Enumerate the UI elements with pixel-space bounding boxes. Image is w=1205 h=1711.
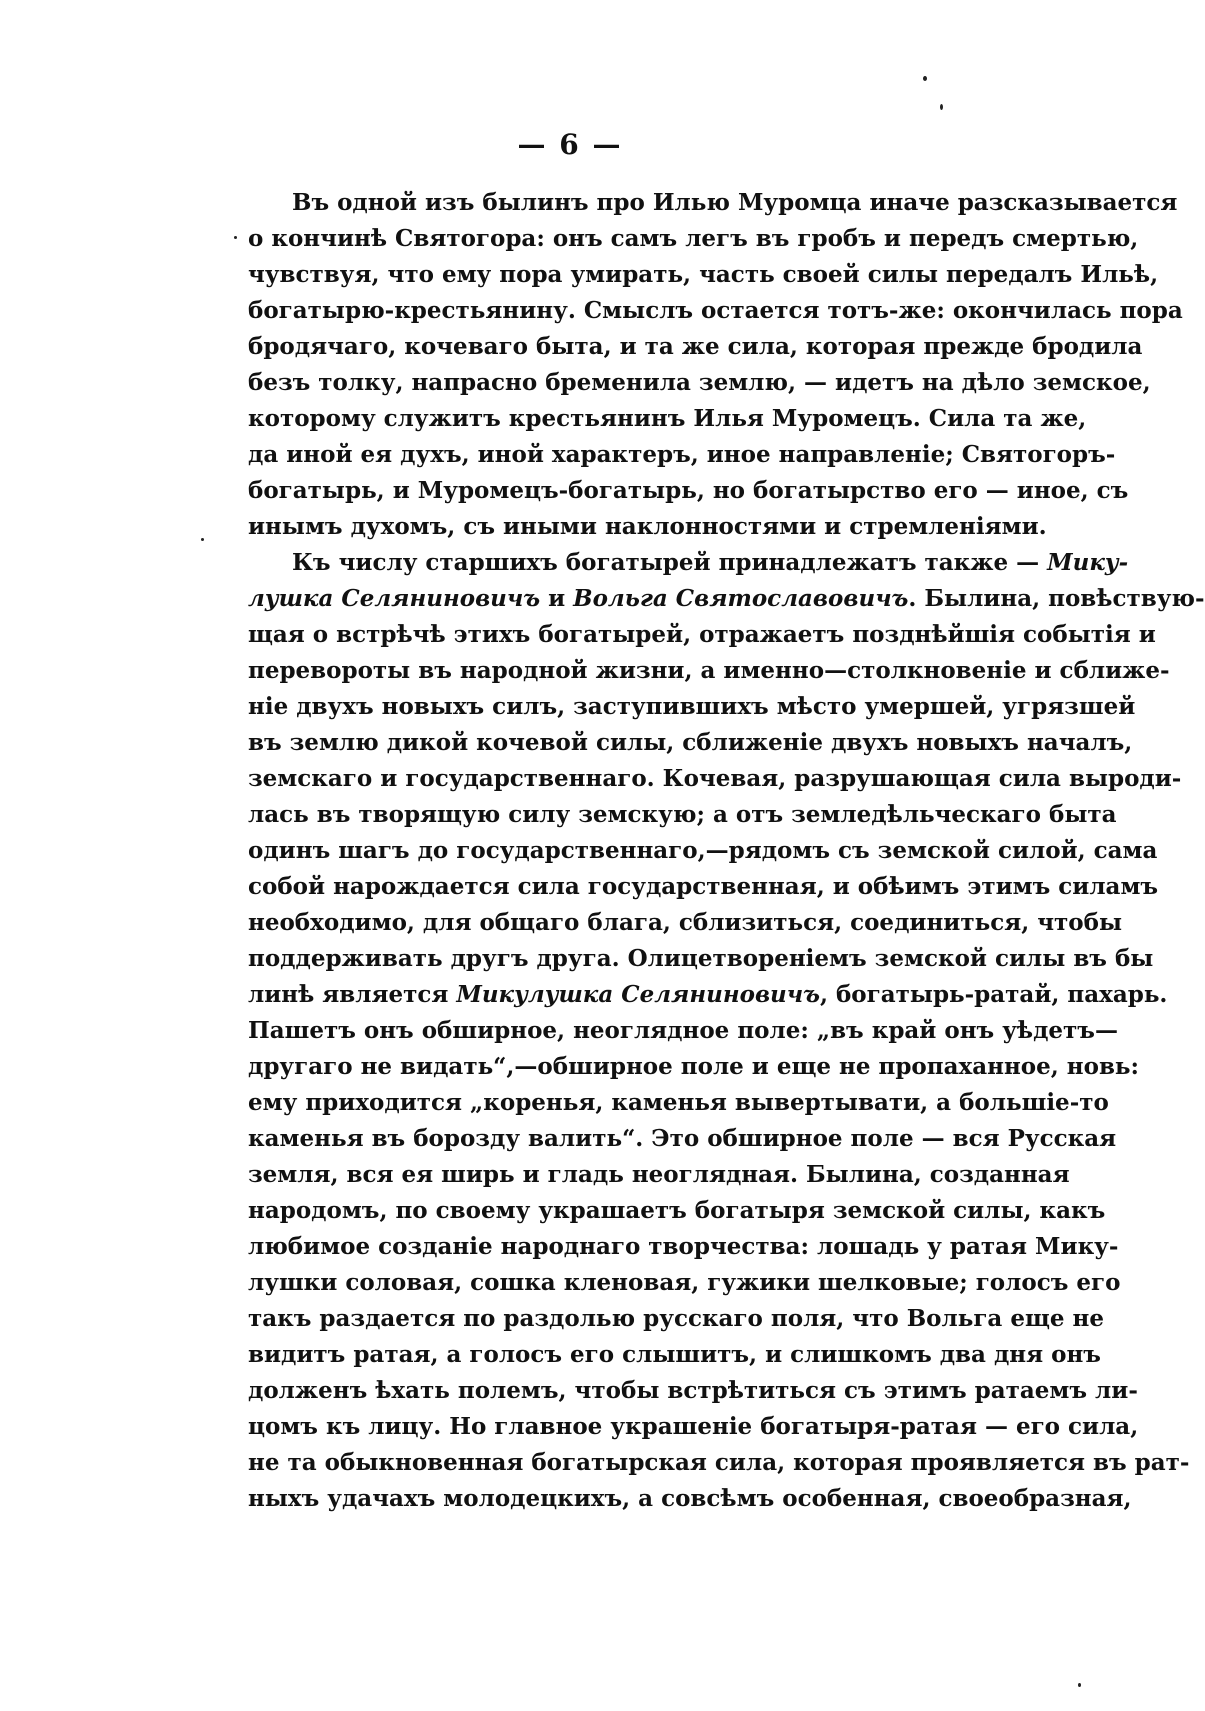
text-line: каменья въ борозду валить“. Это обширное поле — вся Русская: [248, 1125, 1117, 1152]
text-line: да иной ея духъ, иной характеръ, иное направленіе; Святогоръ-: [248, 441, 1116, 468]
italic-name: Микулушка Селяниновичъ: [456, 981, 820, 1008]
text-line: видитъ ратая, а голосъ его слышитъ, и слишкомъ два дня онъ: [248, 1341, 1101, 1368]
text-run: . Былина, повѣствую-: [908, 585, 1205, 612]
page-number: — 6 —: [517, 128, 623, 161]
scan-speck: [201, 538, 204, 541]
text-line: цомъ къ лицу. Но главное украшеніе богатыря-ратая — его сила,: [248, 1413, 1139, 1440]
text-line: безъ толку, напрасно бременила землю, — идетъ на дѣло земское,: [248, 369, 1151, 396]
text-body: [248, 185, 1205, 1517]
text-line: необходимо, для общаго блага, сблизиться, соединиться, чтобы: [248, 909, 1123, 936]
text-line: собой нарождается сила государственная, и обѣимъ этимъ силамъ: [248, 873, 1159, 900]
text-line: о кончинѣ Святогора: онъ самъ легъ въ гробъ и передъ смертью,: [248, 225, 1139, 252]
text-line: Пашетъ онъ обширное, неоглядное поле: „въ край онъ уѣдетъ—: [248, 1017, 1118, 1044]
text-line: богатырь, и Муромецъ-богатырь, но богатырство его — иное, съ: [248, 477, 1129, 504]
text-line: Въ одной изъ былинъ про Илью Муромца иначе разсказывается: [292, 189, 1178, 216]
text-line: щая о встрѣчѣ этихъ богатырей, отражаетъ позднѣйшія событія и: [248, 621, 1156, 648]
text-line: богатырю-крестьянину. Смыслъ остается тотъ-же: окончилась пора: [248, 297, 1183, 324]
paragraph-2: [248, 545, 1205, 1517]
text-run: Къ числу старшихъ богатырей принадлежатъ также —: [292, 549, 1048, 576]
text-run: и: [540, 585, 574, 612]
text-line: въ землю дикой кочевой силы, сближеніе двухъ новыхъ началъ,: [248, 729, 1133, 756]
text-line: которому служитъ крестьянинъ Илья Муромецъ. Сила та же,: [248, 405, 1087, 432]
scan-speck: [940, 104, 943, 110]
text-line: ему приходится „коренья, каменья вывертывати, а большіе-то: [248, 1089, 1109, 1116]
text-line: лушки соловая, сошка кленовая, гужики шелковые; голосъ его: [248, 1269, 1121, 1296]
text-line: ніе двухъ новыхъ силъ, заступившихъ мѣсто умершей, угрязшей: [248, 693, 1136, 720]
text-line: ныхъ удачахъ молодецкихъ, а совсѣмъ особенная, своеобразная,: [248, 1485, 1132, 1512]
text-line: бродячаго, кочеваго быта, и та же сила, которая прежде бродила: [248, 333, 1143, 360]
text-line: долженъ ѣхать полемъ, чтобы встрѣтиться съ этимъ ратаемъ ли-: [248, 1377, 1138, 1404]
text-line: поддерживать другъ друга. Олицетвореніемъ земской силы въ бы: [248, 945, 1154, 972]
text-line: [248, 977, 1168, 1013]
scan-speck: [234, 236, 237, 239]
scan-speck: [923, 76, 927, 81]
text-line: лась въ творящую силу земскую; а отъ земледѣльческаго быта: [248, 801, 1117, 828]
text-line: перевороты въ народной жизни, а именно—столкновеніе и сближе-: [248, 657, 1170, 684]
text-run: , богатырь-ратай, пахарь.: [819, 981, 1168, 1008]
italic-name: лушка Селяниновичъ: [248, 585, 541, 612]
italic-name: Мику-: [1047, 549, 1129, 576]
text-line: не та обыкновенная богатырская сила, которая проявляется въ рат-: [248, 1449, 1190, 1476]
text-line: одинъ шагъ до государственнаго,—рядомъ съ земской силой, сама: [248, 837, 1158, 864]
text-line: народомъ, по своему украшаетъ богатыря земской силы, какъ: [248, 1197, 1106, 1224]
text-line: земскаго и государственнаго. Кочевая, разрушающая сила выроди-: [248, 765, 1182, 792]
italic-name: Вольга Святославовичъ: [573, 585, 909, 612]
text-line: инымъ духомъ, съ иными наклонностями и стремленіями.: [248, 513, 1047, 540]
text-line: любимое созданіе народнаго творчества: лошадь у ратая Мику-: [248, 1233, 1119, 1260]
text-line: [248, 581, 1205, 617]
text-line: чувствуя, что ему пора умирать, часть своей силы передалъ Ильѣ,: [248, 261, 1159, 288]
text-line: [248, 545, 1129, 581]
text-line: земля, вся ея ширь и гладь неоглядная. Былина, созданная: [248, 1161, 1070, 1188]
paragraph-1: [248, 185, 1183, 545]
text-line: другаго не видать“,—обширное поле и еще не пропаханное, новь:: [248, 1053, 1140, 1080]
scan-speck: [1078, 1683, 1081, 1687]
text-line: такъ раздается по раздолью русскаго поля, что Вольга еще не: [248, 1305, 1104, 1332]
text-run: линѣ является: [248, 981, 457, 1008]
